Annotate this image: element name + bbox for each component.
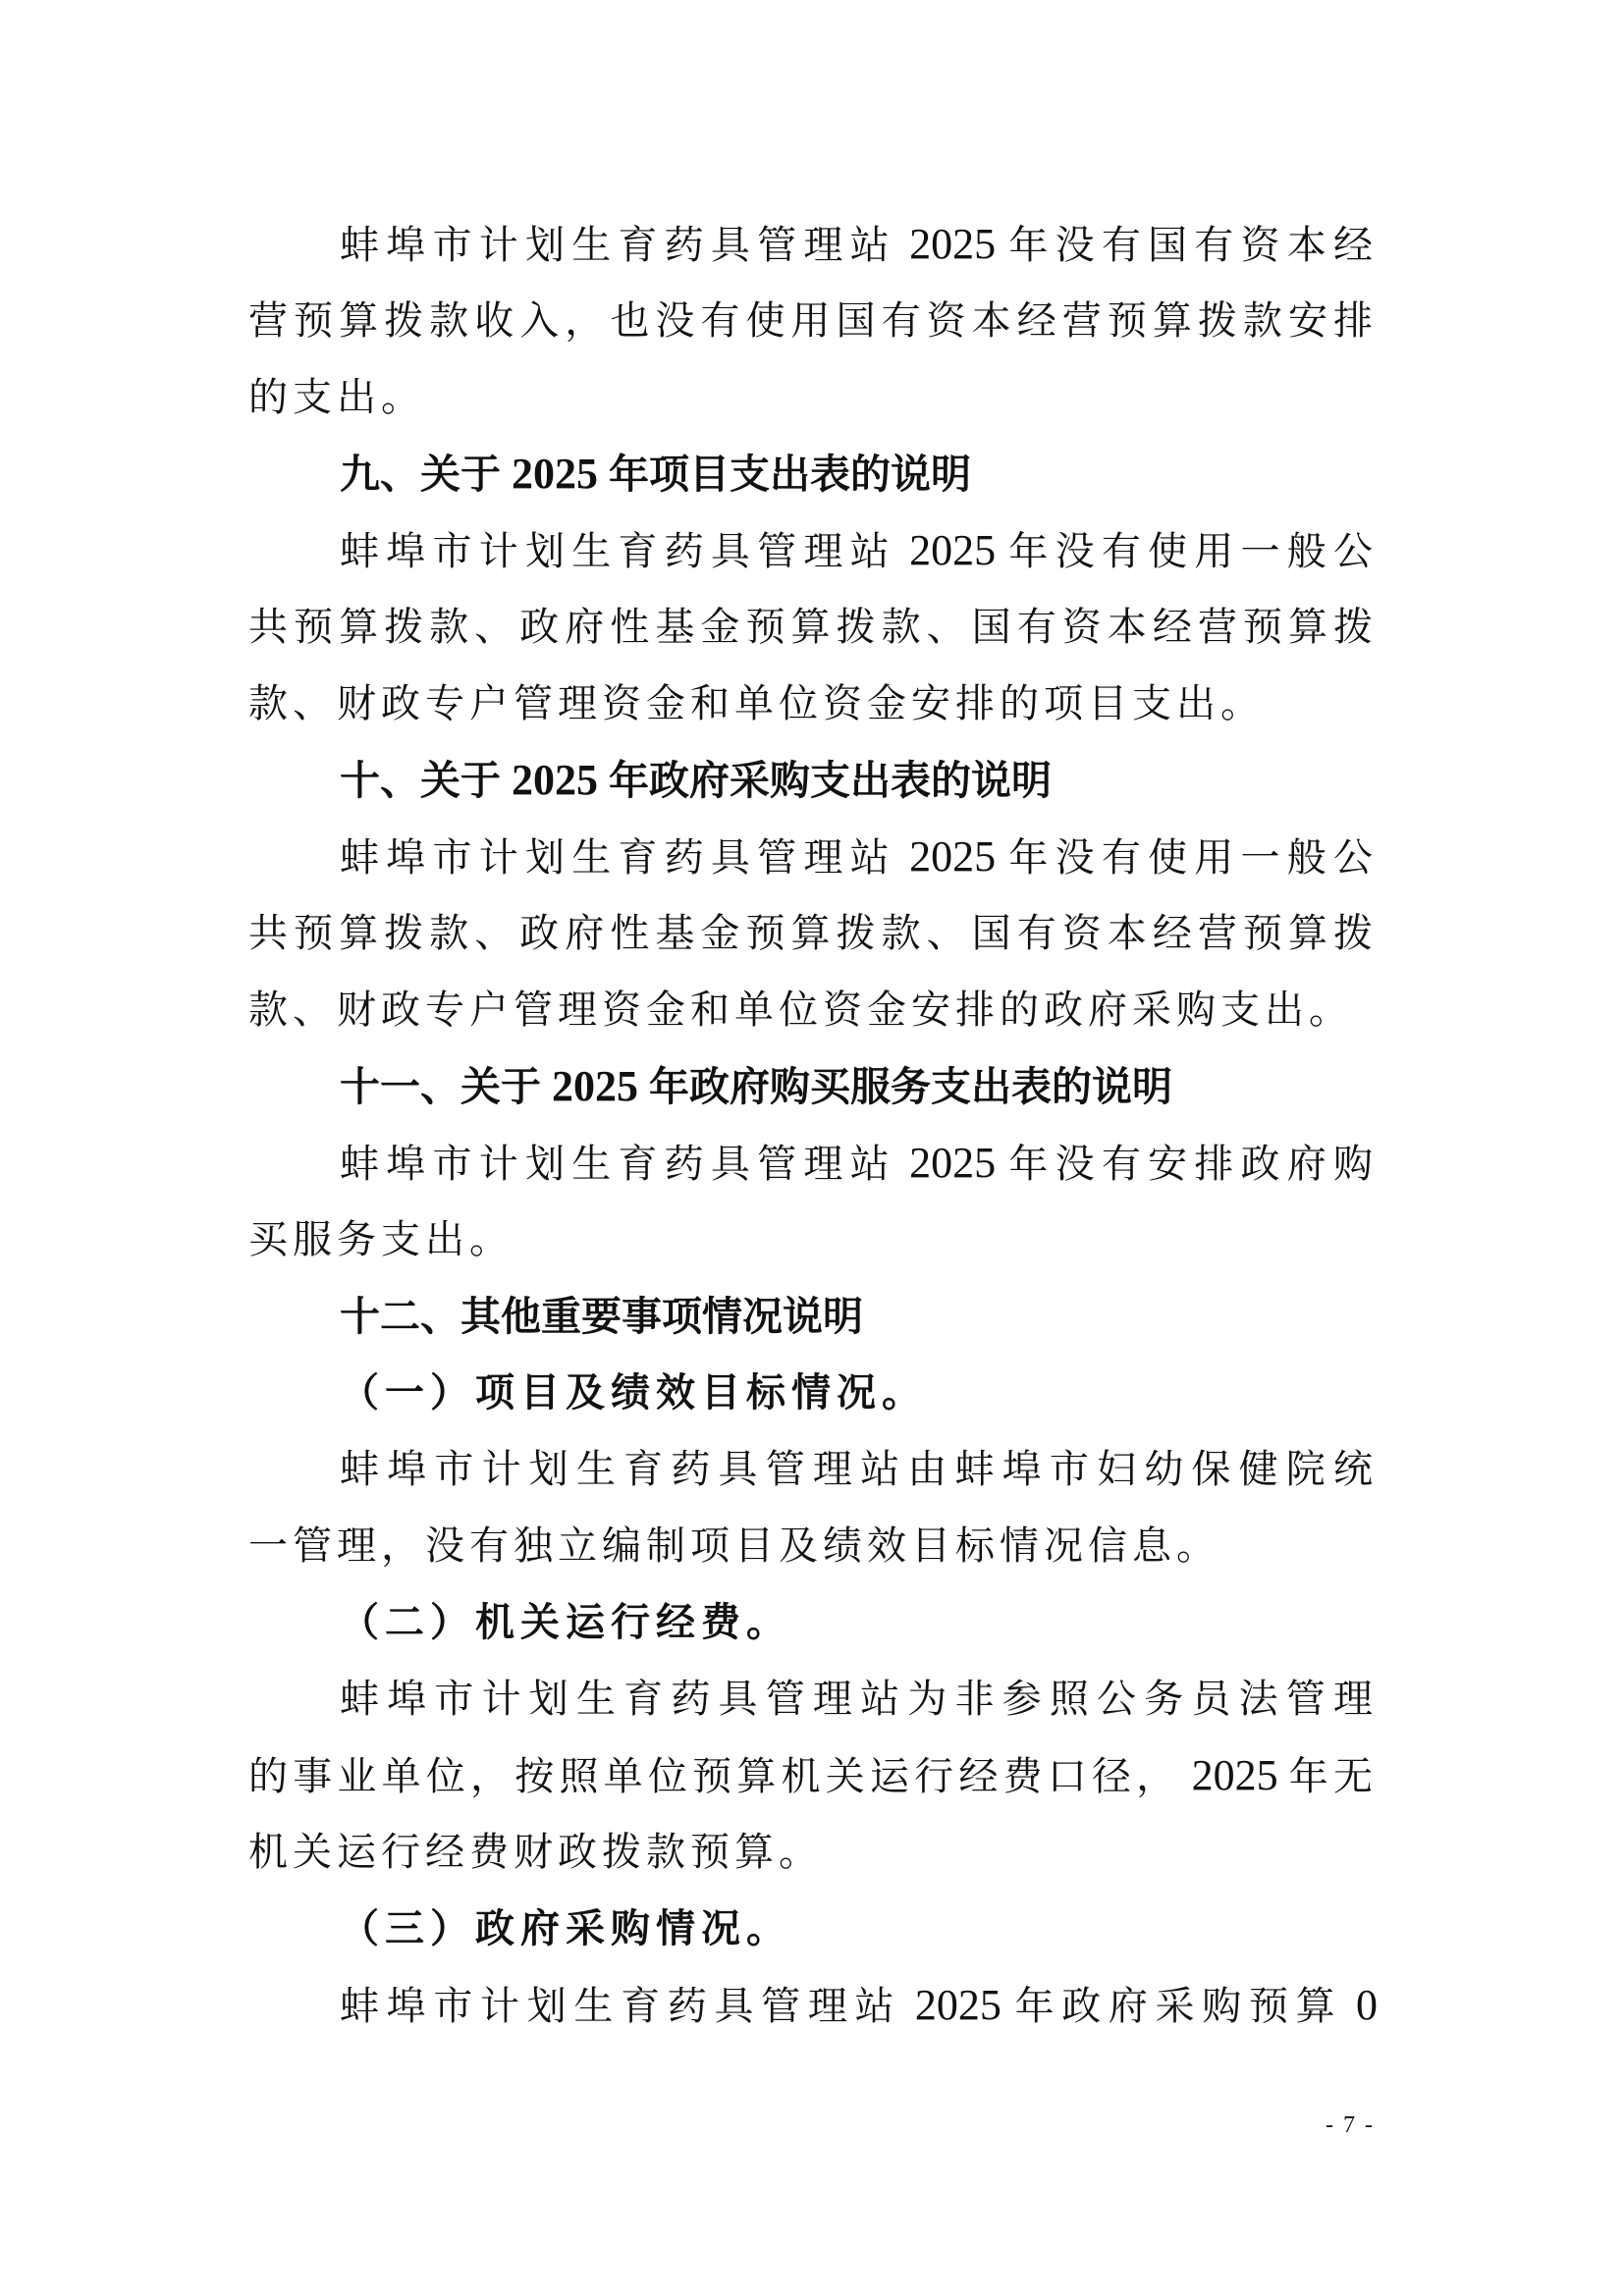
number-text: 2025	[1180, 1751, 1289, 1799]
paragraph-line: 共预算拨款、政府性基金预算拨款、国有资本经营预算拨	[248, 911, 1378, 956]
paragraph-line: 蚌埠市计划生育药具管理站 2025 年政府采购预算 0	[340, 1981, 1379, 2029]
paragraph-line: 蚌埠市计划生育药具管理站 2025 年没有使用一般公	[340, 526, 1379, 574]
section-heading: 十二、其他重要事项情况说明	[340, 1293, 863, 1340]
paragraph-line: 蚌埠市计划生育药具管理站 2025 年没有使用一般公	[340, 832, 1379, 881]
paragraph-line: 款、财政专户管理资金和单位资金安排的项目支出。	[248, 681, 1265, 726]
paragraph-line: 营预算拨款收入，也没有使用国有资本经营预算拨款安排	[248, 298, 1378, 344]
document-body	[248, 206, 1378, 2044]
paragraph-line: 的事业单位，按照单位预算机关运行经费口径， 2025 年无	[248, 1751, 1379, 1799]
subsection-heading: （一）项目及绩效目标情况。	[340, 1370, 927, 1415]
paragraph-line: 蚌埠市计划生育药具管理站 2025 年没有安排政府购	[340, 1139, 1379, 1187]
page-number: - 7 -	[1326, 2112, 1375, 2138]
paragraph-line: 共预算拨款、政府性基金预算拨款、国有资本经营预算拨	[248, 605, 1378, 650]
number-text: 2025	[895, 526, 1009, 574]
section-heading: 十、关于 2025 年政府采购支出表的说明	[340, 756, 1052, 804]
number-text: 2025	[895, 1139, 1009, 1187]
number-text: 2025	[901, 1981, 1015, 2029]
section-heading: 十一、关于 2025 年政府购买服务支出表的说明	[340, 1062, 1172, 1110]
number-text: 2025	[501, 450, 609, 498]
paragraph-line: 蚌埠市计划生育药具管理站由蚌埠市妇幼保健院统	[340, 1447, 1378, 1492]
paragraph-line: 蚌埠市计划生育药具管理站为非参照公务员法管理	[340, 1677, 1378, 1722]
subsection-heading: （二）机关运行经费。	[340, 1600, 791, 1645]
paragraph-line: 一管理，没有独立编制项目及绩效目标情况信息。	[248, 1523, 1220, 1569]
paragraph-line: 蚌埠市计划生育药具管理站 2025 年没有国有资本经	[340, 220, 1379, 268]
number-text: 2025	[501, 756, 609, 804]
section-heading: 九、关于 2025 年项目支出表的说明	[340, 450, 971, 498]
number-text: 2025	[541, 1062, 649, 1110]
number-text: 2025	[895, 832, 1009, 881]
number-text: 2025	[895, 220, 1009, 268]
paragraph-line: 的支出。	[248, 375, 425, 420]
paragraph-line: 款、财政专户管理资金和单位资金安排的政府采购支出。	[248, 988, 1353, 1033]
number-text: 0	[1342, 1981, 1379, 2029]
paragraph-line: 机关运行经费财政拨款预算。	[248, 1830, 823, 1875]
paragraph-line: 买服务支出。	[248, 1217, 514, 1262]
subsection-heading: （三）政府采购情况。	[340, 1906, 791, 1951]
